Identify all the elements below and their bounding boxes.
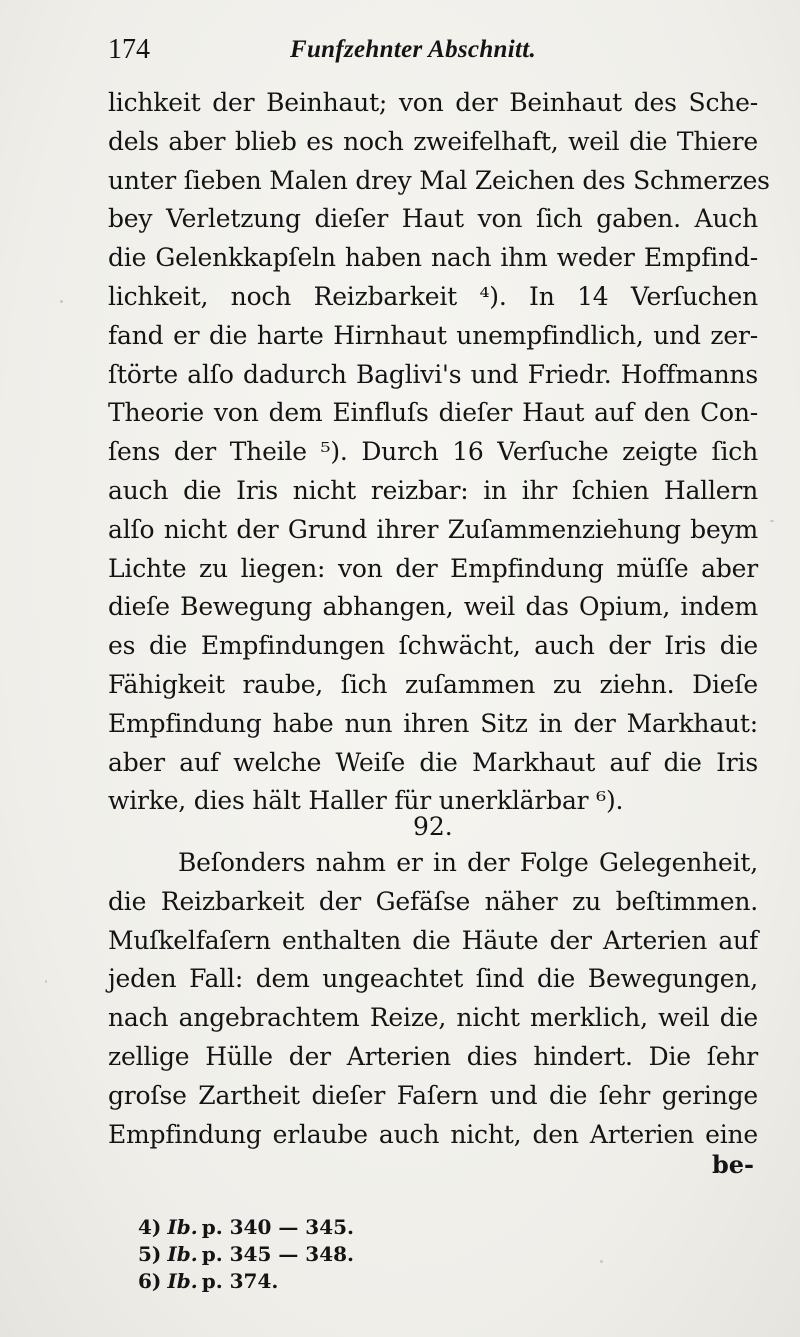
footnote-text: p. 345 — 348. bbox=[201, 1242, 354, 1266]
catchword: be- bbox=[712, 1150, 755, 1179]
text-line: Beſonders nahm er in der Folge Gelegenheit, bbox=[178, 848, 758, 877]
text-line: jeden Fall: dem ungeachtet ſind die Bewegungen, bbox=[108, 964, 758, 994]
text-line: es die Empfindungen ſchwächt, auch der Iris die bbox=[108, 631, 758, 661]
text-line: ſtörte alſo dadurch Baglivi's und Friedr. Hoffmanns bbox=[108, 359, 758, 389]
text-line: Muſkelfaſern enthalten die Häute der Arterien auf bbox=[108, 925, 758, 955]
text-line: lichkeit, noch Reizbarkeit ⁴). In 14 Verſuchen bbox=[108, 281, 758, 311]
text-line: groſse Zartheit dieſer Faſern und die ſehr geringe bbox=[108, 1080, 758, 1110]
text-line: unter ſieben Malen drey Mal Zeichen des Schmerzes bbox=[108, 165, 770, 195]
footnotes bbox=[138, 1214, 538, 1295]
text-line: Empfindung erlaube auch nicht, den Arterien eine bbox=[108, 1119, 758, 1149]
paragraph-1 bbox=[108, 84, 770, 821]
section-number: 92. bbox=[413, 812, 453, 841]
text-line: alſo nicht der Grund ihrer Zuſammenziehung beym bbox=[108, 514, 758, 544]
text-line: aber auf welche Weiſe die Markhaut auf die Iris bbox=[108, 747, 758, 777]
text-line: bey Verletzung dieſer Haut von ſich gaben. Auch bbox=[108, 204, 758, 234]
text-line: Empfindung habe nun ihren Sitz in der Markhaut: bbox=[108, 708, 758, 738]
paper-speck bbox=[60, 300, 63, 303]
text-line: nach angebrachtem Reize, nicht merklich, weil die bbox=[108, 1003, 758, 1033]
text-line: wirke, dies hält Haller für unerklärbar ⁶). bbox=[108, 786, 624, 816]
text-line: lichkeit der Beinhaut; von der Beinhaut des Sche- bbox=[108, 88, 758, 117]
paper-speck bbox=[45, 980, 47, 983]
text-line: fand er die harte Hirnhaut unempfindlich, und zer- bbox=[108, 320, 758, 350]
footnote-text: p. 340 — 345. bbox=[201, 1215, 354, 1239]
text-line: die Gelenkkapſeln haben nach ihm weder Empfind- bbox=[108, 243, 758, 273]
footnote-ref: Ib. bbox=[167, 1269, 198, 1293]
footnote-marker: 5) bbox=[138, 1242, 162, 1266]
paragraph-2 bbox=[108, 844, 758, 1154]
text-line: dieſe Bewegung abhangen, weil das Opium, indem bbox=[108, 592, 758, 622]
running-head bbox=[108, 34, 768, 74]
text-line: auch die Iris nicht reizbar: in ihr ſchien Hallern bbox=[108, 475, 758, 505]
text-line: Theorie von dem Einfluſs dieſer Haut auf den Con- bbox=[108, 398, 758, 428]
text-line: dels aber blieb es noch zweifelhaft, weil die Thiere bbox=[108, 126, 758, 156]
footnote bbox=[138, 1241, 538, 1268]
text-line: die Reizbarkeit der Gefäſse näher zu beſtimmen. bbox=[108, 886, 758, 916]
text-line: zellige Hülle der Arterien dies hindert. Die ſehr bbox=[108, 1041, 758, 1071]
footnote-text: p. 374. bbox=[201, 1269, 279, 1293]
text-line: ſens der Theile ⁵). Durch 16 Verſuche zeigte ſich bbox=[108, 437, 758, 467]
footnote-marker: 6) bbox=[138, 1269, 162, 1293]
text-line: Fähigkeit raube, ſich zuſammen zu ziehn. Dieſe bbox=[108, 669, 758, 699]
footnote bbox=[138, 1214, 538, 1241]
footnote bbox=[138, 1268, 538, 1295]
footnote-ref: Ib. bbox=[167, 1242, 198, 1266]
paper-speck bbox=[770, 520, 774, 522]
footnote-marker: 4) bbox=[138, 1215, 162, 1239]
page-number: 174 bbox=[108, 34, 150, 65]
paper-speck bbox=[600, 1260, 603, 1263]
footnote-ref: Ib. bbox=[167, 1215, 198, 1239]
text-line: Lichte zu liegen: von der Empfindung müſſe aber bbox=[108, 553, 758, 583]
chapter-title: Funfzehnter Abschnitt. bbox=[290, 36, 537, 63]
